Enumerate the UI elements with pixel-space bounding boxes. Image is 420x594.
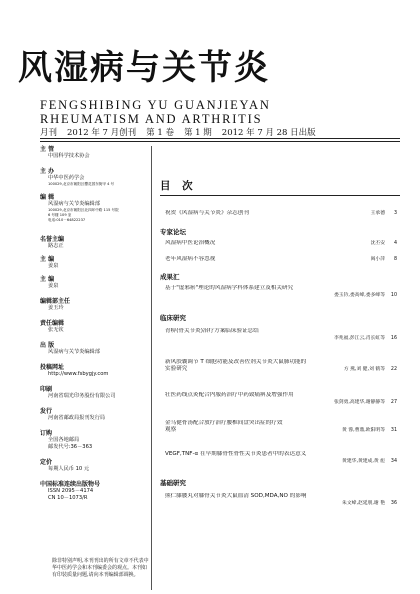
toc-entry-title: 壮医药线点灸配合内服药治疗中药致痛痹及增强作用 (165, 392, 294, 398)
toc-entry-title: VEGF,TNF-α 在早期膝骨性骨性关节炎患者中的表达意义 (165, 451, 307, 457)
toc-entry-authors: 李兆福,彭江云,肖长虹等 (333, 336, 385, 341)
journal-title-pinyin: FENGSHIBING YU GUANJIEYAN (40, 98, 271, 112)
toc-entry-page: 16 (390, 336, 397, 341)
sb-editor: 编 辑 风湿病与关节炎编辑部 100029,北京市朝阳区北四环中路 115 号院 6 号楼 109 室 电话:010－64822237 (40, 194, 119, 222)
toc-entry[interactable] (165, 285, 397, 299)
toc-entry-title: 青痹(骨关节炎)治疗方案临床验证总结 (165, 328, 259, 334)
toc-entry-authors: 张剑勇,高建华,谢静静等 (333, 400, 385, 405)
toc-entry[interactable] (165, 493, 397, 507)
toc-entry-page: 22 (390, 367, 397, 372)
sb-sponsor: 主 办 中华中医药学会 100029,北京市朝阳区樱花园东街甲 4 号 (40, 168, 115, 186)
toc-entry-authors: 黄 蓉,曹鼎,欧阳明等 (342, 428, 385, 433)
toc-entry-authors: 朱文峰,赵延朋,谢 艳 (342, 501, 385, 506)
toc-section-title: 临床研究 (160, 314, 186, 322)
sb-chief-editor-2: 主 编 姜泉 (40, 276, 59, 289)
toc-entry-title: 新风胶囊调节 T 细胞功能及改善佐剂关节炎大鼠肺功能的 (165, 359, 307, 365)
sb-publisher: 出 版 风湿病与关节炎编辑部 (40, 342, 100, 355)
header-rule-thin (40, 141, 400, 142)
toc-entry-page: 31 (390, 428, 397, 433)
sb-submission-url: 投稿网址 http://www.fsbygjy.com (40, 364, 109, 377)
issue-volume: 第 1 卷 (146, 128, 174, 138)
toc-entry[interactable] (165, 328, 397, 342)
toc-section-title: 基础研究 (160, 479, 186, 487)
sb-printer: 印刷 河南省瑞光印务股份有限公司 (40, 386, 116, 399)
sb-honorary-editor: 名誉主编 路志正 (40, 236, 65, 249)
toc-entry-authors: 方 燕,刘 健,刘 鹤等 (343, 367, 385, 372)
toc-entry-page: 27 (390, 400, 397, 405)
sb-price: 定价 每期人民币 10 元 (40, 459, 90, 472)
toc-entry-title: 风湿病中医论治概况 (165, 240, 216, 246)
sb-subscription: 订购 全国各地邮局 邮发代号:36－363 (40, 430, 93, 450)
issue-founded: 2012 年 7 月创刊 (67, 128, 137, 138)
toc-entry-page: 36 (390, 501, 397, 506)
toc-entry-title-cont: 实验研究 (165, 366, 188, 372)
toc-entry-page: 3 (393, 211, 397, 216)
contents-rule (160, 195, 400, 196)
toc-entry-title: 金乌健骨汤配合放疗治疗腰椎间盘突出症的疗效 (165, 420, 283, 426)
issue-frequency: 月刊 (40, 128, 58, 138)
sb-chief-editor: 主 编 姜泉 (40, 256, 59, 269)
toc-entry[interactable] (165, 359, 397, 373)
sb-issn: 中国标准连续出版物号 ISSN 2095－4174 CN 10－1073/R (40, 481, 101, 501)
toc-entry-page: 8 (393, 257, 397, 262)
issue-info (40, 126, 316, 138)
toc-entry[interactable] (165, 256, 397, 263)
toc-entry-authors: 黄建华,黄建成,黄 彪 (342, 459, 385, 464)
toc-entry[interactable] (165, 210, 397, 217)
toc-entry-authors: 阎小萍 (370, 257, 385, 262)
toc-entry[interactable] (165, 420, 397, 434)
toc-entry-page: 4 (393, 241, 397, 246)
toc-entry-authors: 沈丕安 (370, 241, 385, 246)
publication-info-sidebar (40, 146, 152, 590)
journal-title-cn: 风湿病与关节炎 (18, 48, 270, 88)
sb-office-director: 编辑部主任 姜玉玲 (40, 298, 71, 311)
issue-date: 2012 年 7 月 28 日出版 (221, 128, 316, 138)
toc-entry[interactable] (165, 451, 397, 465)
sb-supervisor: 主 管 中国科学技术协会 (40, 146, 90, 159)
toc-section-title: 专家论坛 (160, 228, 186, 236)
toc-entry[interactable] (165, 392, 397, 406)
issue-number: 第 1 期 (183, 128, 212, 138)
contents-heading: 目 次 (160, 180, 197, 192)
toc-entry-title-cont: 观察 (165, 427, 177, 433)
toc-entry-page: 10 (390, 293, 397, 298)
sb-responsible-editor: 责任编辑 张无钦 (40, 320, 65, 333)
sb-distribution: 发行 河南省邮政局报刊发行局 (40, 408, 106, 421)
journal-title-en: RHEUMATISM AND ARTHRITIS (40, 112, 263, 126)
header-rule (40, 138, 400, 139)
toc-section-title: 成果汇 (160, 273, 180, 281)
disclaimer-note: 除非特别声明,本刊刊出的所有文章不代表中华中医药学会和本刊编委会的观点。本刊如有印装质量问题,请向本刊编辑部调换。 (52, 558, 149, 578)
toc-entry-title: 熊仁膝腰丸对膝骨关节炎大鼠血清 SOD,MDA,NO 的影响 (165, 493, 307, 499)
toc-entry-authors: 娄玉钤,娄高峰,娄多峰等 (333, 293, 385, 298)
toc-entry-title: 祝贺《风湿病与关节炎》杂志创刊 (165, 210, 249, 216)
toc-entry[interactable] (165, 240, 397, 247)
toc-entry-authors: 王承德 (370, 211, 385, 216)
toc-entry-title: 老年风湿病不容忽视 (165, 256, 216, 262)
toc-entry-title: 基于"虚邪瘀"理论的风湿病学科体系建立及相关研究 (165, 285, 294, 291)
toc-entry-page: 34 (390, 459, 397, 464)
